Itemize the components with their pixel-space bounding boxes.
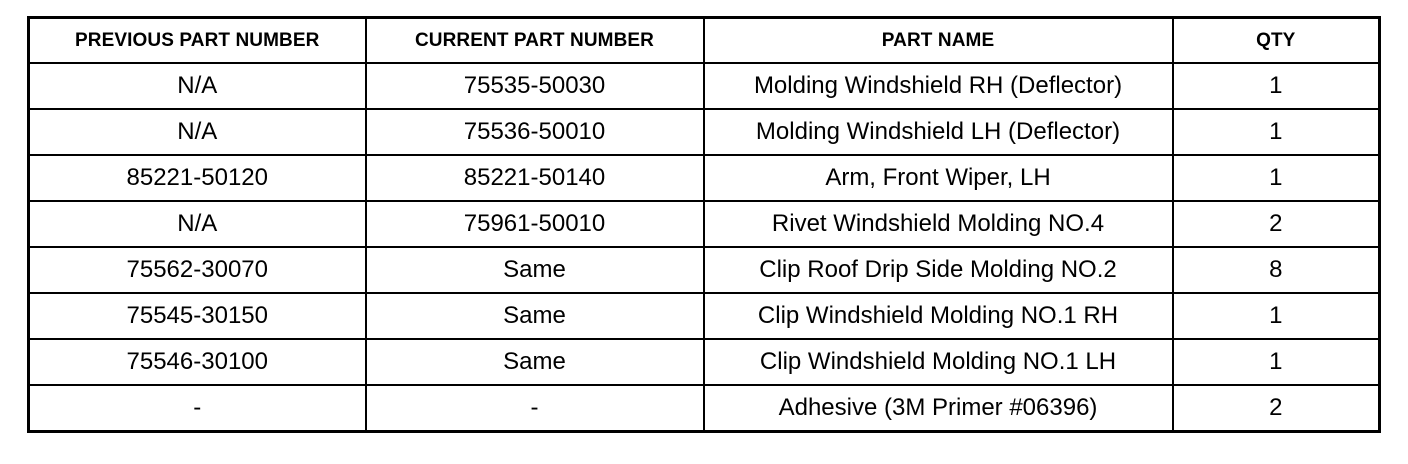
current-part-number-cell: 75536-50010 xyxy=(366,109,704,155)
table-row xyxy=(29,247,1380,293)
table-row xyxy=(29,339,1380,385)
previous-part-number-cell: 75545-30150 xyxy=(29,293,366,339)
current-part-number-cell: 75535-50030 xyxy=(366,63,704,109)
qty-cell: 1 xyxy=(1173,109,1380,155)
part-name-cell: Molding Windshield RH (Deflector) xyxy=(704,63,1173,109)
header-qty: QTY xyxy=(1173,18,1380,64)
previous-part-number-cell: N/A xyxy=(29,109,366,155)
table-row xyxy=(29,63,1380,109)
previous-part-number-cell: 85221-50120 xyxy=(29,155,366,201)
header-row xyxy=(29,18,1380,64)
part-name-cell: Clip Windshield Molding NO.1 LH xyxy=(704,339,1173,385)
qty-cell: 1 xyxy=(1173,63,1380,109)
part-name-cell: Rivet Windshield Molding NO.4 xyxy=(704,201,1173,247)
previous-part-number-cell: N/A xyxy=(29,201,366,247)
part-name-cell: Clip Windshield Molding NO.1 RH xyxy=(704,293,1173,339)
qty-cell: 1 xyxy=(1173,155,1380,201)
part-name-cell: Molding Windshield LH (Deflector) xyxy=(704,109,1173,155)
qty-cell: 2 xyxy=(1173,201,1380,247)
current-part-number-cell: - xyxy=(366,385,704,432)
table-row xyxy=(29,109,1380,155)
current-part-number-cell: Same xyxy=(366,247,704,293)
qty-cell: 1 xyxy=(1173,339,1380,385)
part-name-cell: Adhesive (3M Primer #06396) xyxy=(704,385,1173,432)
table-row xyxy=(29,155,1380,201)
table-row xyxy=(29,385,1380,432)
previous-part-number-cell: - xyxy=(29,385,366,432)
part-name-cell: Arm, Front Wiper, LH xyxy=(704,155,1173,201)
header-part-name: PART NAME xyxy=(704,18,1173,64)
table-row xyxy=(29,293,1380,339)
current-part-number-cell: 85221-50140 xyxy=(366,155,704,201)
current-part-number-cell: 75961-50010 xyxy=(366,201,704,247)
parts-table xyxy=(27,16,1381,433)
current-part-number-cell: Same xyxy=(366,293,704,339)
header-current-part-number: CURRENT PART NUMBER xyxy=(366,18,704,64)
previous-part-number-cell: 75562-30070 xyxy=(29,247,366,293)
qty-cell: 8 xyxy=(1173,247,1380,293)
current-part-number-cell: Same xyxy=(366,339,704,385)
part-name-cell: Clip Roof Drip Side Molding NO.2 xyxy=(704,247,1173,293)
table-row xyxy=(29,201,1380,247)
qty-cell: 2 xyxy=(1173,385,1380,432)
previous-part-number-cell: 75546-30100 xyxy=(29,339,366,385)
qty-cell: 1 xyxy=(1173,293,1380,339)
previous-part-number-cell: N/A xyxy=(29,63,366,109)
header-previous-part-number: PREVIOUS PART NUMBER xyxy=(29,18,366,64)
